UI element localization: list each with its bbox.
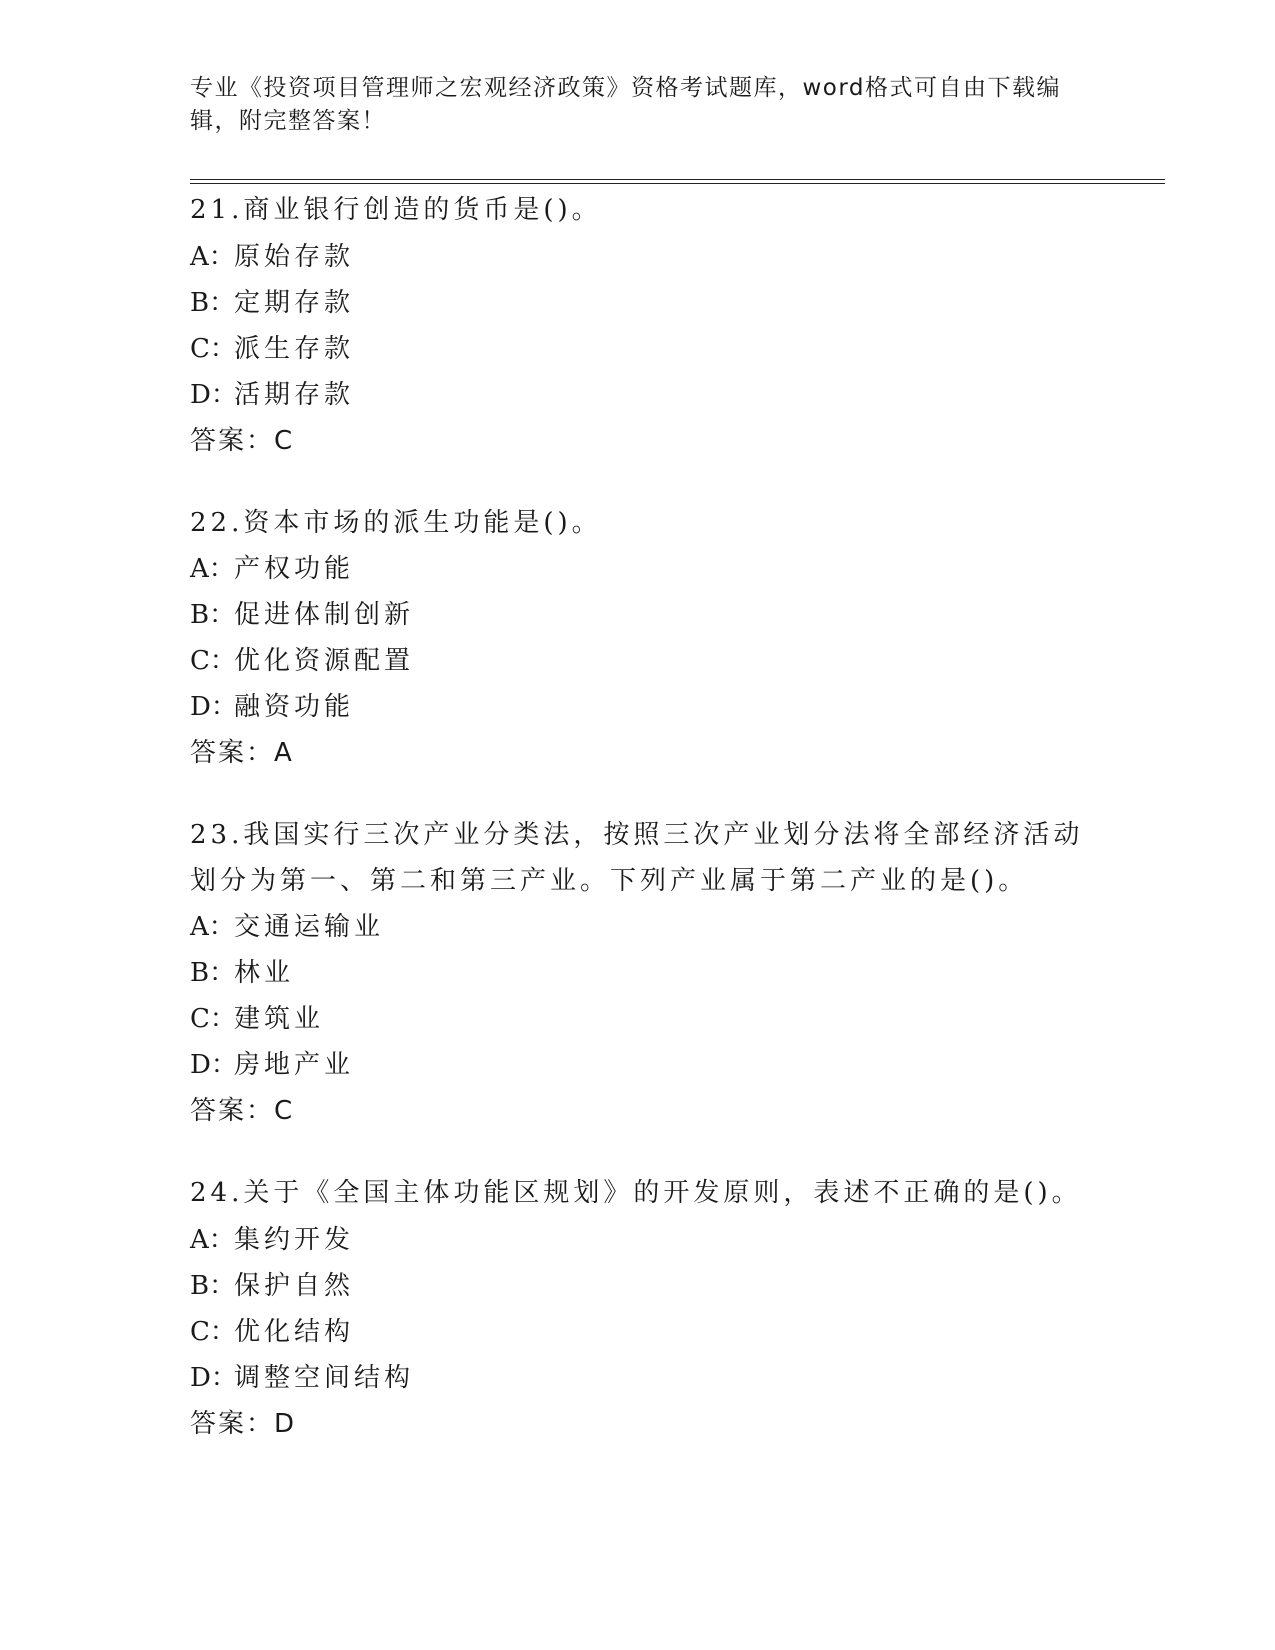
document-header: 专业《投资项目管理师之宏观经济政策》资格考试题库，word格式可自由下载编辑，附完整答案！ — [190, 75, 1062, 134]
option-c — [190, 326, 1090, 372]
option-b — [190, 280, 1090, 326]
header-divider-top — [190, 179, 1165, 180]
option-text: 建筑业 — [234, 1004, 325, 1034]
option-text: 融资功能 — [234, 692, 355, 722]
option-text: 派生存款 — [234, 333, 355, 364]
option-key: A： — [190, 1224, 235, 1255]
option-text: 原始存款 — [234, 241, 355, 272]
option-text: 交通运输业 — [234, 912, 385, 942]
answer-line: 答案：A — [190, 738, 294, 768]
answer-line: 答案：C — [190, 1096, 295, 1126]
option-a — [190, 1217, 1090, 1263]
question-stem: 24.关于《全国主体功能区规划》的开发原则，表述不正确的是()。 — [190, 1178, 1082, 1208]
option-text: 房地产业 — [234, 1050, 355, 1080]
option-c — [190, 996, 1090, 1042]
option-key: D： — [190, 692, 237, 722]
option-d — [190, 1355, 1090, 1401]
option-text: 调整空间结构 — [234, 1362, 415, 1393]
answer-line: 答案：D — [190, 1408, 297, 1439]
option-text: 优化结构 — [234, 1316, 355, 1347]
option-b — [190, 950, 1090, 996]
option-text: 活期存款 — [234, 379, 355, 410]
option-b — [190, 592, 1090, 638]
header-divider-bottom — [190, 183, 1165, 184]
question-22 — [190, 501, 1090, 777]
option-d — [190, 372, 1090, 418]
option-b — [190, 1263, 1090, 1309]
question-24 — [190, 1171, 1090, 1447]
option-key: C： — [190, 1004, 236, 1034]
question-stem: 23.我国实行三次产业分类法，按照三次产业划分法将全部经济活动划分为第一、第二和第三产业。下列产业属于第二产业的是()。 — [190, 820, 1084, 896]
option-text: 集约开发 — [234, 1224, 355, 1255]
option-key: B： — [190, 600, 236, 630]
option-text: 促进体制创新 — [234, 600, 415, 630]
option-text: 保护自然 — [234, 1270, 355, 1301]
option-text: 优化资源配置 — [234, 646, 415, 676]
option-key: D： — [190, 379, 237, 410]
option-key: A： — [190, 554, 235, 584]
question-23 — [190, 813, 1090, 1134]
option-key: B： — [190, 958, 236, 988]
option-a — [190, 546, 1090, 592]
option-text: 产权功能 — [234, 554, 355, 584]
option-text: 林业 — [234, 958, 295, 988]
option-c — [190, 638, 1090, 684]
option-key: C： — [190, 646, 236, 676]
option-key: C： — [190, 333, 236, 364]
option-c — [190, 1309, 1090, 1355]
option-key: B： — [190, 1270, 236, 1301]
answer-line: 答案：C — [190, 425, 295, 456]
question-list — [190, 188, 1090, 1484]
option-key: D： — [190, 1050, 237, 1080]
option-d — [190, 1042, 1090, 1088]
option-text: 定期存款 — [234, 287, 355, 318]
option-a — [190, 904, 1090, 950]
question-21 — [190, 188, 1090, 464]
option-key: C： — [190, 1316, 236, 1347]
option-key: B： — [190, 287, 236, 318]
option-a — [190, 234, 1090, 280]
option-key: D： — [190, 1362, 237, 1393]
question-stem: 21.商业银行创造的货币是()。 — [190, 195, 602, 225]
option-d — [190, 684, 1090, 730]
option-key: A： — [190, 912, 235, 942]
option-key: A： — [190, 241, 235, 272]
question-stem: 22.资本市场的派生功能是()。 — [190, 507, 602, 538]
